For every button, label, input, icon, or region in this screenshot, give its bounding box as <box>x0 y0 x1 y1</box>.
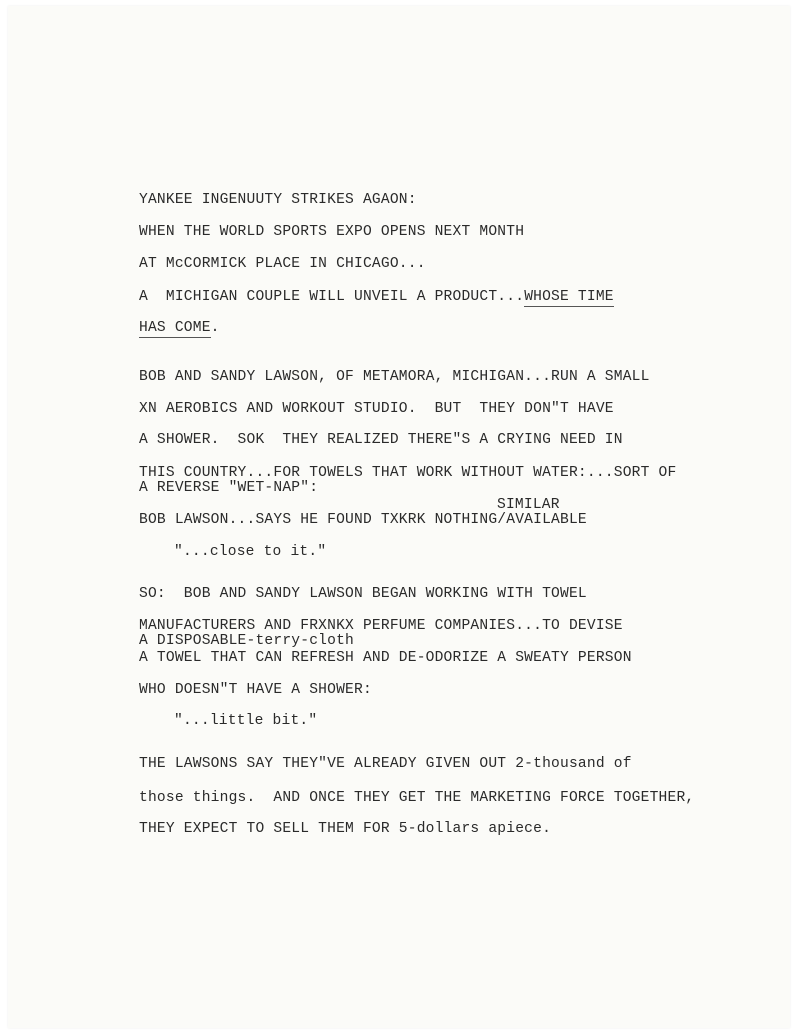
sound-bite-cue: "...close to it." <box>174 544 327 560</box>
text-line: THIS COUNTRY...FOR TOWELS THAT WORK WITHOUT WATER:...SORT OF <box>139 465 677 481</box>
text-segment: . <box>210 320 220 336</box>
text-line: A DISPOSABLE-terry-cloth <box>139 633 354 649</box>
text-line: A TOWEL THAT CAN REFRESH AND DE-ODORIZE A SWEATY PERSON <box>139 650 632 666</box>
text-line: A SHOWER. SOK THEY REALIZED THERE"S A CRYING NEED IN <box>139 432 623 448</box>
text-line: SO: BOB AND SANDY LAWSON BEGAN WORKING WITH TOWEL <box>139 586 587 602</box>
text-line: BOB AND SANDY LAWSON, OF METAMORA, MICHIGAN...RUN A SMALL <box>139 369 650 385</box>
text-line <box>139 320 220 336</box>
text-line <box>139 289 614 305</box>
text-line: WHEN THE WORLD SPORTS EXPO OPENS NEXT MONTH <box>139 224 525 240</box>
text-insertion-above: SIMILAR <box>497 497 560 513</box>
text-segment: A MICHIGAN COUPLE WILL UNVEIL A PRODUCT... <box>139 289 525 305</box>
underlined-text: WHOSE TIME <box>524 289 614 305</box>
text-line: THEY EXPECT TO SELL THEM FOR 5-dollars apiece. <box>139 821 552 837</box>
text-line: A REVERSE "WET-NAP": <box>139 480 319 496</box>
text-line: BOB LAWSON...SAYS HE FOUND TXKRK NOTHING/AVAILABLE <box>139 512 587 528</box>
text-line: MANUFACTURERS AND FRXNKX PERFUME COMPANIES...TO DEVISE <box>139 618 623 634</box>
text-line: XN AEROBICS AND WORKOUT STUDIO. BUT THEY DON"T HAVE <box>139 401 614 417</box>
text-line: AT McCORMICK PLACE IN CHICAGO... <box>139 256 426 272</box>
sound-bite-cue: "...little bit." <box>174 713 318 729</box>
text-line: WHO DOESN"T HAVE A SHOWER: <box>139 682 372 698</box>
text-line: those things. AND ONCE THEY GET THE MARKETING FORCE TOGETHER, <box>139 790 695 806</box>
text-line-headline: YANKEE INGENUUTY STRIKES AGAON: <box>139 192 417 208</box>
text-line: THE LAWSONS SAY THEY"VE ALREADY GIVEN OUT 2-thousand of <box>139 756 632 772</box>
typed-page <box>8 6 790 1028</box>
underlined-text: HAS COME <box>139 320 211 336</box>
